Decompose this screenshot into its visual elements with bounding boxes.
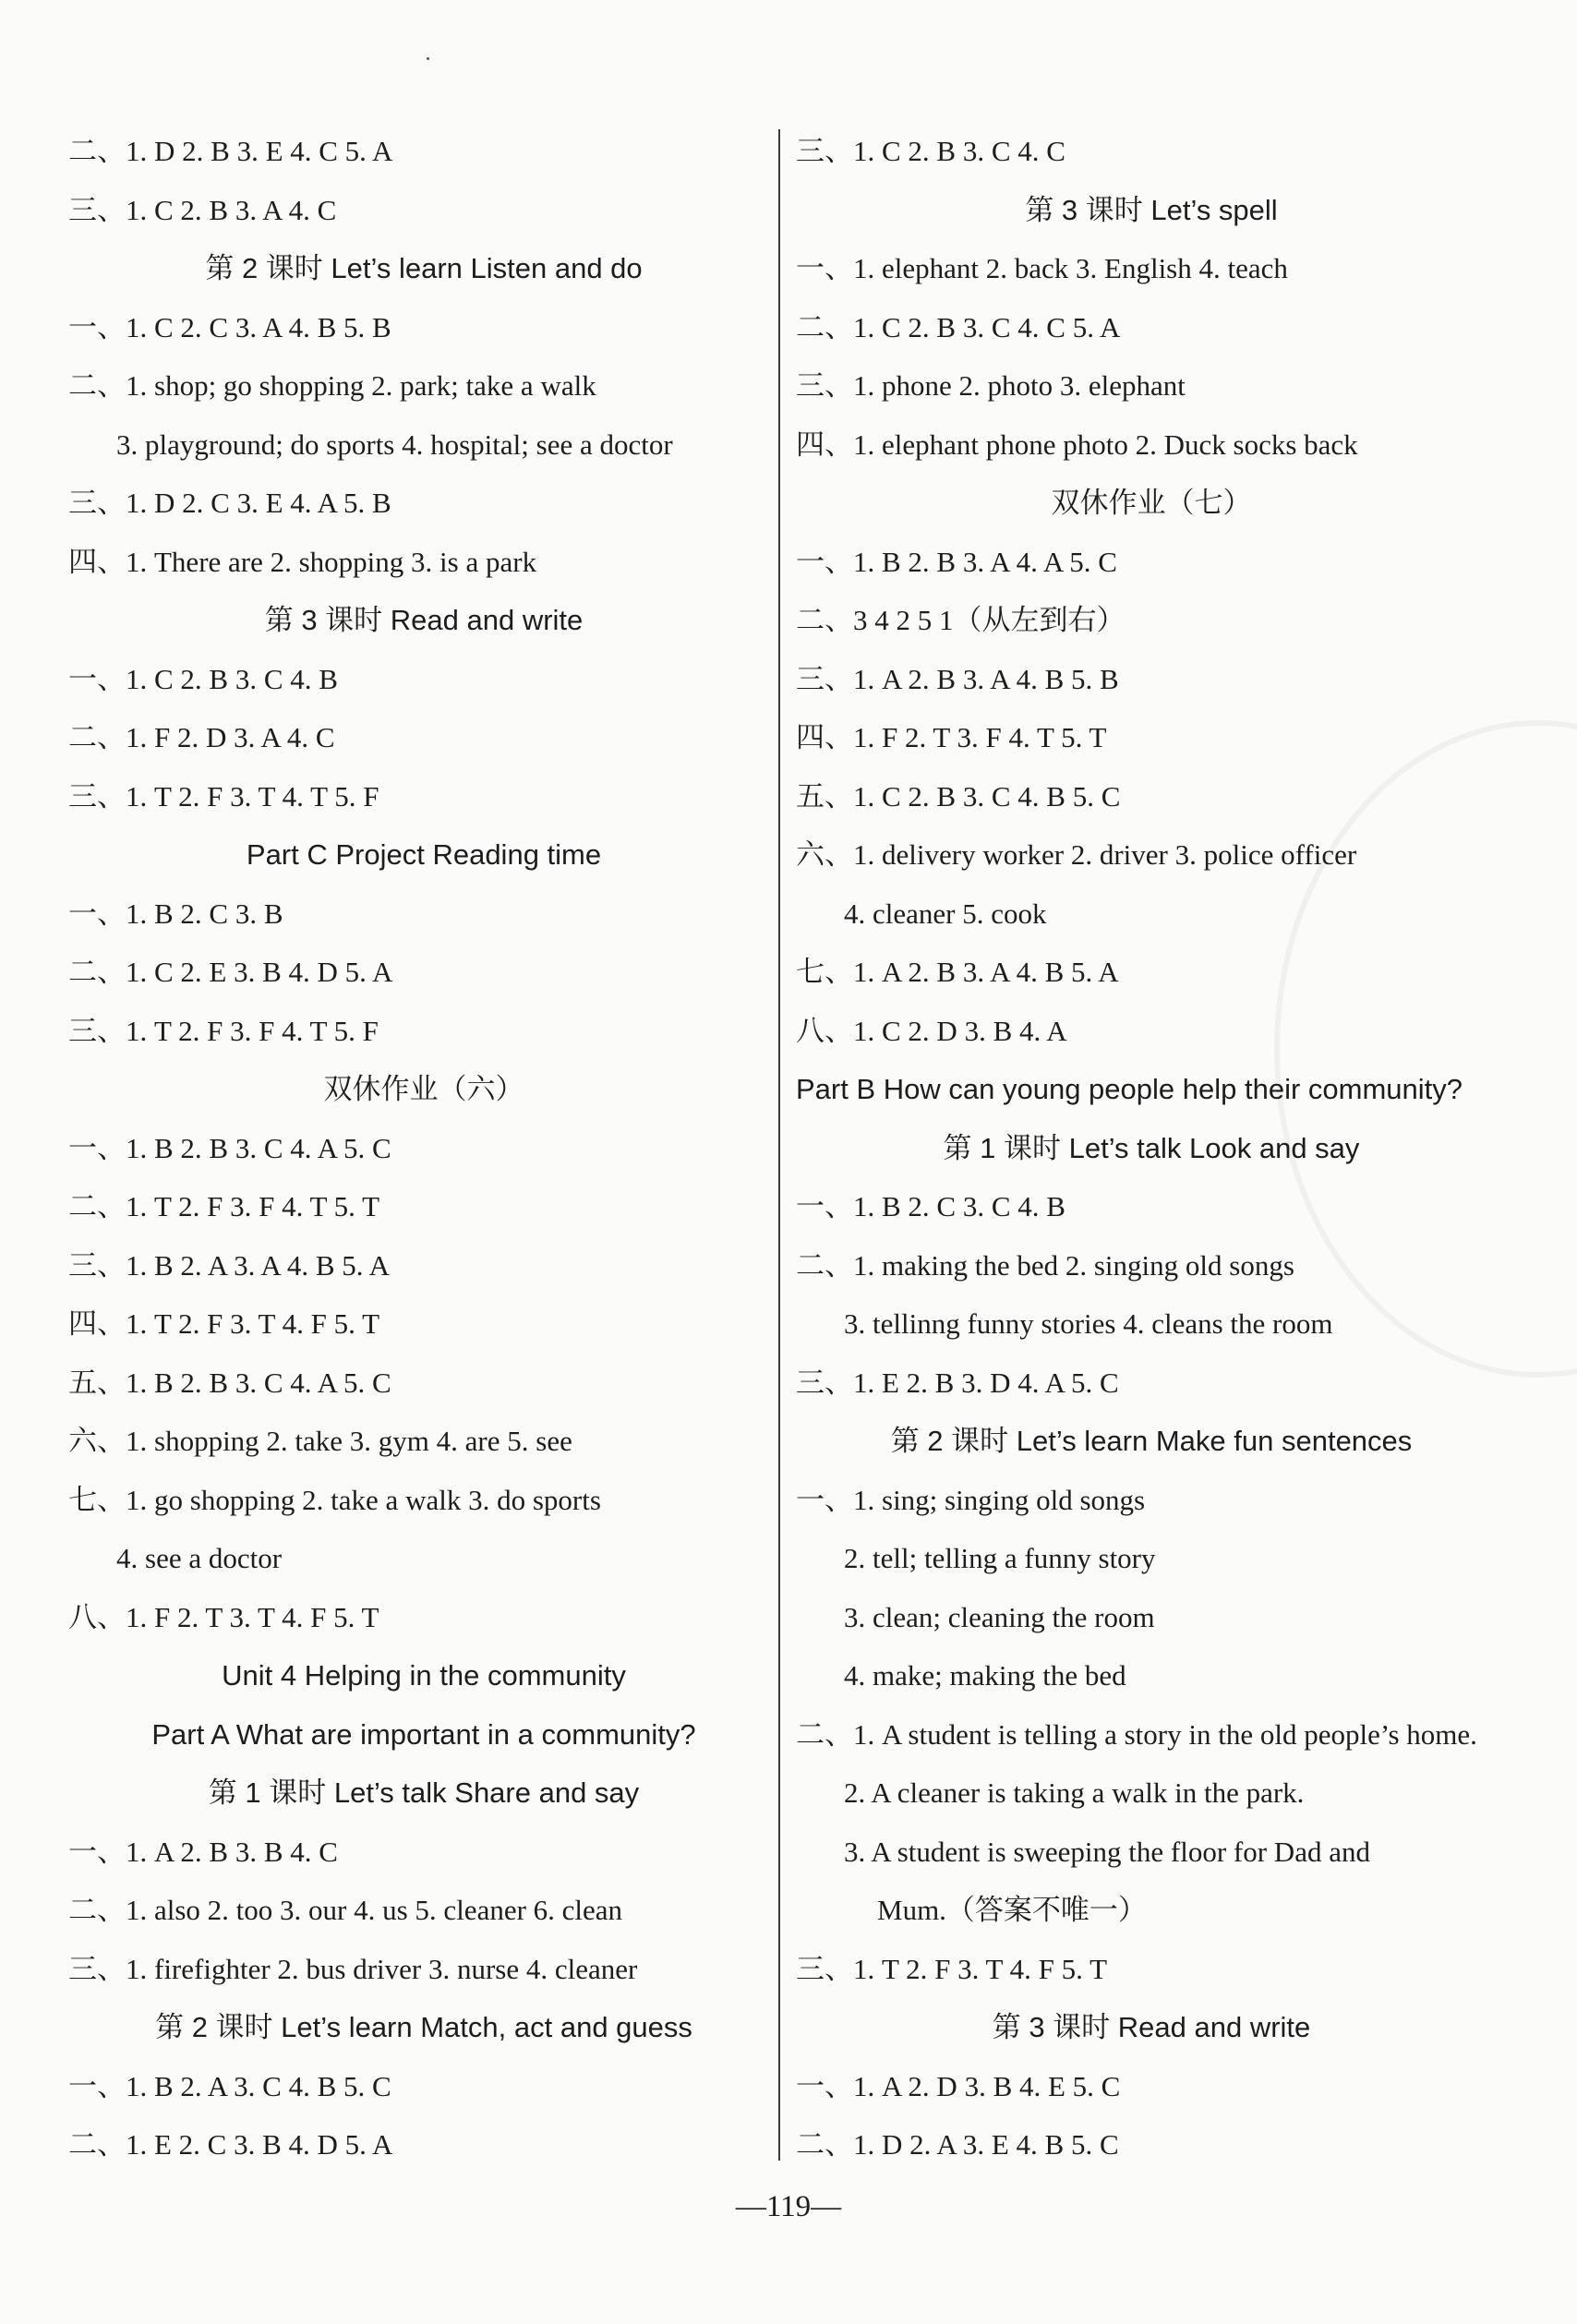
section-heading: 第 2 课时 Let’s learn Make fun sentences <box>890 1425 1413 1457</box>
answer-line-continuation: 3. tellinng funny stories 4. cleans the room <box>844 1307 1333 1340</box>
answer-line-continuation: Mum.（答案不唯一） <box>877 1894 1147 1926</box>
answer-line: 二、1. E 2. C 3. B 4. D 5. A <box>68 2128 393 2161</box>
answer-line: 二、1. A student is telling a story in the old people’s home. <box>796 1717 1477 1751</box>
right-answer-column <box>796 122 1507 2174</box>
answer-line: 二、1. F 2. D 3. A 4. C <box>68 721 335 753</box>
answer-line: 六、1. shopping 2. take 3. gym 4. are 5. see <box>68 1425 572 1457</box>
answer-line: 一、1. B 2. C 3. C 4. B <box>796 1190 1065 1222</box>
answer-line: 七、1. A 2. B 3. A 4. B 5. A <box>796 956 1119 988</box>
answer-line: 三、1. C 2. B 3. C 4. C <box>796 135 1065 167</box>
answer-line: 六、1. delivery worker 2. driver 3. police officer <box>796 838 1357 871</box>
answer-line: 五、1. C 2. B 3. C 4. B 5. C <box>796 779 1121 813</box>
answer-line: 三、1. D 2. C 3. E 4. A 5. B <box>68 487 391 519</box>
section-heading: 第 3 课时 Read and write <box>992 2011 1311 2043</box>
section-heading: Part C Project Reading time <box>246 838 602 871</box>
section-heading: 第 2 课时 Let’s learn Match, act and guess <box>155 2011 692 2043</box>
answer-line: 三、1. T 2. F 3. F 4. T 5. F <box>68 1014 379 1047</box>
answer-line-continuation: 3. A student is sweeping the floor for Dad and <box>844 1835 1370 1868</box>
answer-line: 一、1. C 2. B 3. C 4. B <box>68 662 338 695</box>
section-heading: 双休作业（六） <box>323 1073 524 1105</box>
answer-line: 一、1. C 2. C 3. A 4. B 5. B <box>68 310 391 343</box>
answer-line: 一、1. elephant 2. back 3. English 4. teach <box>796 252 1288 284</box>
answer-line: 二、1. shop; go shopping 2. park; take a walk <box>68 369 596 402</box>
answer-line-continuation: 2. tell; telling a funny story <box>844 1542 1156 1574</box>
answer-line-continuation: 4. make; making the bed <box>844 1659 1126 1692</box>
answer-line: 三、1. firefighter 2. bus driver 3. nurse 4. cleaner <box>68 1952 638 1985</box>
answer-line: 三、1. T 2. F 3. T 4. F 5. T <box>796 1952 1108 1985</box>
column-divider <box>778 129 780 2161</box>
answer-line-continuation: 4. see a doctor <box>116 1542 283 1574</box>
answer-line: 二、1. D 2. A 3. E 4. B 5. C <box>796 2128 1119 2161</box>
section-heading: Part B How can young people help their community? <box>796 1073 1463 1105</box>
answer-line: 三、1. E 2. B 3. D 4. A 5. C <box>796 1366 1119 1399</box>
section-heading: 第 1 课时 Let’s talk Look and say <box>943 1131 1360 1164</box>
answer-line: 一、1. B 2. A 3. C 4. B 5. C <box>68 2069 391 2102</box>
answer-line: 四、1. T 2. F 3. T 4. F 5. T <box>68 1307 380 1340</box>
section-heading: Unit 4 Helping in the community <box>222 1659 626 1692</box>
answer-line: 四、1. elephant phone photo 2. Duck socks back <box>796 427 1358 461</box>
section-heading: Part A What are important in a community? <box>151 1717 696 1751</box>
answer-line-continuation: 2. A cleaner is taking a walk in the park. <box>844 1776 1305 1809</box>
answer-line: 三、1. phone 2. photo 3. elephant <box>796 369 1186 402</box>
answer-line: 一、1. B 2. C 3. B <box>68 897 283 930</box>
answer-line: 一、1. B 2. B 3. C 4. A 5. C <box>68 1131 391 1164</box>
answer-line: 二、1. D 2. B 3. E 4. C 5. A <box>68 135 393 167</box>
answer-line-continuation: 3. clean; cleaning the room <box>844 1600 1155 1633</box>
answer-line: 八、1. F 2. T 3. T 4. F 5. T <box>68 1600 379 1633</box>
answer-line: 三、1. A 2. B 3. A 4. B 5. B <box>796 662 1119 695</box>
answer-line: 二、1. C 2. B 3. C 4. C 5. A <box>796 310 1121 343</box>
answer-line: 三、1. B 2. A 3. A 4. B 5. A <box>68 1248 390 1282</box>
answer-line: 二、3 4 2 5 1（从左到右） <box>796 604 1126 636</box>
ink-dot <box>427 57 429 60</box>
answer-line: 一、1. sing; singing old songs <box>796 1483 1146 1516</box>
answer-line: 二、1. T 2. F 3. F 4. T 5. T <box>68 1190 380 1222</box>
answer-line: 二、1. also 2. too 3. our 4. us 5. cleaner 6. clean <box>68 1894 623 1926</box>
answer-line: 三、1. T 2. F 3. T 4. T 5. F <box>68 779 379 813</box>
answer-line-continuation: 3. playground; do sports 4. hospital; see a doctor <box>116 427 673 461</box>
section-heading: 第 2 课时 Let’s learn Listen and do <box>205 252 643 284</box>
answer-line: 一、1. B 2. B 3. A 4. A 5. C <box>796 545 1117 578</box>
answer-line: 一、1. A 2. B 3. B 4. C <box>68 1835 338 1868</box>
section-heading: 第 3 课时 Let’s spell <box>1025 193 1278 226</box>
answer-line: 三、1. C 2. B 3. A 4. C <box>68 193 337 226</box>
answer-line: 四、1. F 2. T 3. F 4. T 5. T <box>796 721 1107 753</box>
answer-line: 七、1. go shopping 2. take a walk 3. do sports <box>68 1483 601 1516</box>
answer-line: 八、1. C 2. D 3. B 4. A <box>796 1014 1067 1047</box>
answer-line: 一、1. A 2. D 3. B 4. E 5. C <box>796 2069 1121 2102</box>
answer-line: 四、1. There are 2. shopping 3. is a park <box>68 545 537 578</box>
page-number: —119— <box>735 2190 842 2223</box>
left-answer-column <box>68 122 779 2174</box>
section-heading: 双休作业（七） <box>1051 487 1252 519</box>
answer-line-continuation: 4. cleaner 5. cook <box>844 897 1047 930</box>
answer-line: 五、1. B 2. B 3. C 4. A 5. C <box>68 1366 391 1399</box>
answer-line: 二、1. making the bed 2. singing old songs <box>796 1248 1294 1282</box>
answer-line: 二、1. C 2. E 3. B 4. D 5. A <box>68 956 393 988</box>
section-heading: 第 1 课时 Let’s talk Share and say <box>208 1776 640 1809</box>
section-heading: 第 3 课时 Read and write <box>264 604 584 636</box>
